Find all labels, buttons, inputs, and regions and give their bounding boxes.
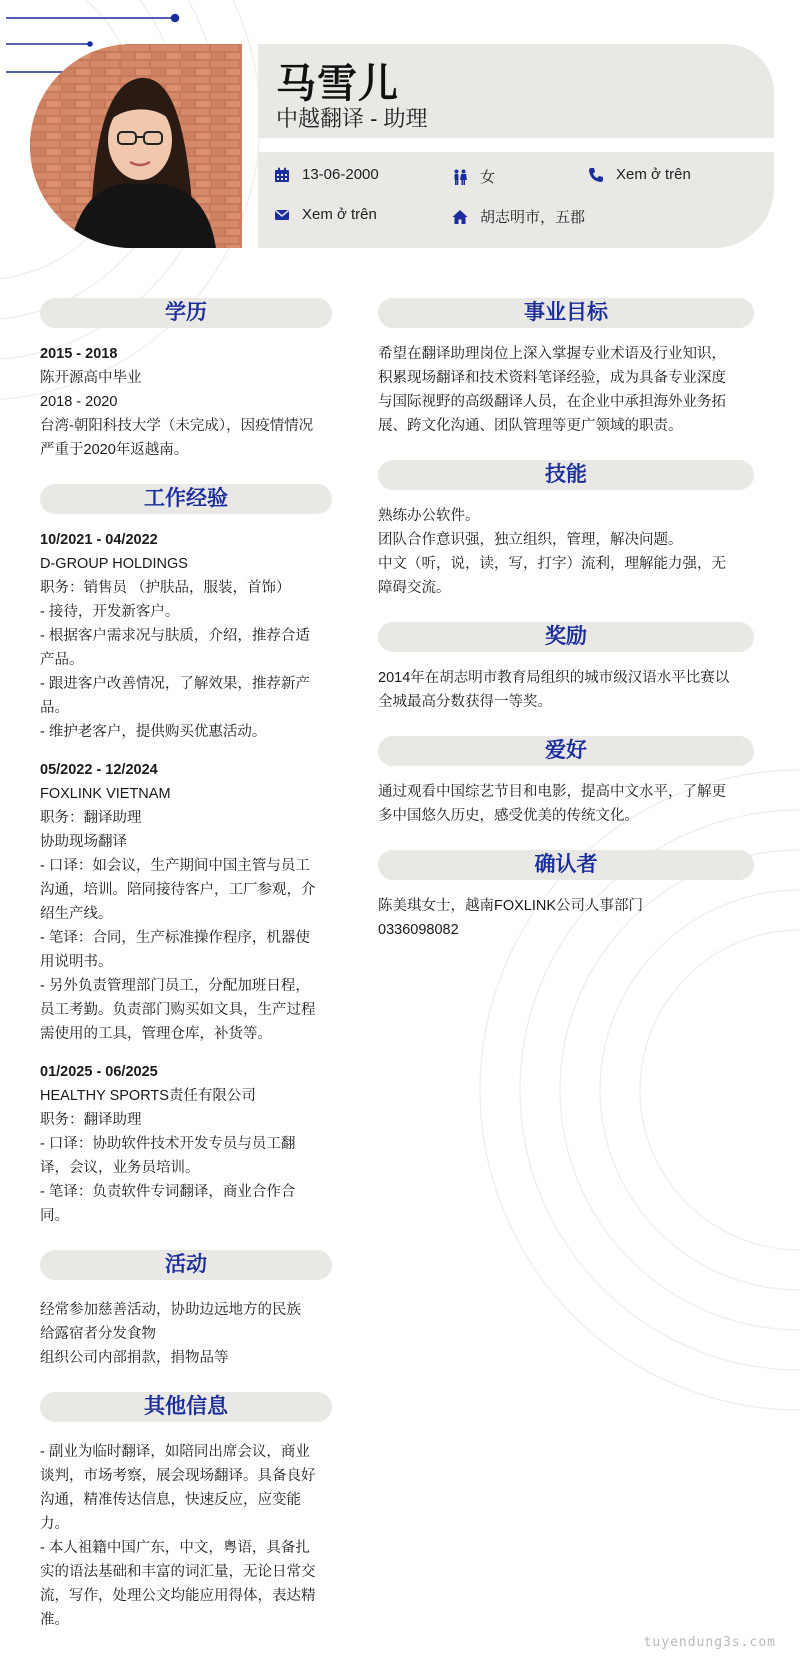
text-line: - 笔译：合同，生产标准操作程序，机器使 xyxy=(40,930,310,946)
text-line: D-GROUP HOLDINGS xyxy=(40,556,188,572)
text-line: 给露宿者分发食物 xyxy=(40,1326,156,1342)
candidate-position: 中越翻译 - 助理 xyxy=(276,106,428,131)
awards-content xyxy=(378,666,754,714)
experience-entry xyxy=(40,528,332,744)
text-line: 多中国悠久历史，感受优美的传统文化。 xyxy=(378,808,639,824)
text-line: 需使用的工具，管理仓库，补货等。 xyxy=(40,1026,272,1042)
candidate-name: 马雪儿 xyxy=(276,62,399,106)
text-line: 同。 xyxy=(40,1208,69,1224)
watermark: tuyendung3s.com xyxy=(643,1635,776,1650)
address-text: 胡志明市，五郡 xyxy=(480,209,586,226)
text-line: HEALTHY SPORTS责任有限公司 xyxy=(40,1088,256,1104)
hobbies-content xyxy=(378,780,754,828)
text-line: 产品。 xyxy=(40,652,84,668)
awards-section xyxy=(378,622,754,714)
text-line: 熟练办公软件。 xyxy=(378,508,480,524)
text-line: 职务：翻译助理 xyxy=(40,810,142,826)
text-line: 译，会议，业务员培训。 xyxy=(40,1160,200,1176)
text-line: 陈美琪女士，越南FOXLINK公司人事部门 xyxy=(378,898,644,914)
section-title-skills: 技能 xyxy=(378,460,754,490)
section-title-education: 学历 xyxy=(40,298,332,328)
section-title-other: 其他信息 xyxy=(40,1392,332,1422)
text-line: 0336098082 xyxy=(378,922,459,938)
skills-content xyxy=(378,504,754,600)
skills-section xyxy=(378,460,754,600)
text-line: 经常参加慈善活动，协助边远地方的民族 xyxy=(40,1302,301,1318)
text-line: 严重于2020年返越南。 xyxy=(40,442,189,458)
text-line: 力。 xyxy=(40,1516,69,1532)
info-email xyxy=(274,206,377,223)
references-content xyxy=(378,894,754,942)
text-line: 职务：翻译助理 xyxy=(40,1112,142,1128)
name-panel xyxy=(258,44,774,138)
text-line: 用说明书。 xyxy=(40,954,113,970)
text-line: 2014年在胡志明市教育局组织的城市级汉语水平比赛以 xyxy=(378,670,730,686)
text-line: 2018 - 2020 xyxy=(40,394,118,410)
text-line: - 另外负责管理部门员工，分配加班日程， xyxy=(40,978,310,994)
section-title-objective: 事业目标 xyxy=(378,298,754,328)
right-column xyxy=(378,298,754,964)
hobbies-section xyxy=(378,736,754,828)
text-line: 流，写作，处理公文均能应用得体，表达精 xyxy=(40,1588,316,1604)
text-line: 与国际视野的高级翻译人员，在企业中承担海外业务拓 xyxy=(378,394,726,410)
other-info-content xyxy=(40,1440,332,1632)
section-title-hobbies: 爱好 xyxy=(378,736,754,766)
text-line: 实的语法基础和丰富的词汇量，无论日常交 xyxy=(40,1564,316,1580)
text-line: - 副业为临时翻译，如陪同出席会议，商业 xyxy=(40,1444,310,1460)
section-title-awards: 奖励 xyxy=(378,622,754,652)
text-line: 协助现场翻译 xyxy=(40,834,127,850)
text-line: 准。 xyxy=(40,1612,69,1628)
phone-text[interactable]: Xem ở trên xyxy=(616,166,691,183)
experience-entry xyxy=(40,1060,332,1228)
text-line: 2015 - 2018 xyxy=(40,346,118,362)
entry-date: 01/2025 - 06/2025 xyxy=(40,1064,158,1080)
text-line: 绍生产线。 xyxy=(40,906,113,922)
text-line: 陈开源高中毕业 xyxy=(40,370,142,386)
text-line: FOXLINK VIETNAM xyxy=(40,786,171,802)
email-text[interactable]: Xem ở trên xyxy=(302,206,377,223)
text-line: 全城最高分数获得一等奖。 xyxy=(378,694,552,710)
text-line: 积累现场翻译和技术资料笔译经验，成为具备专业深度 xyxy=(378,370,726,386)
gender-icon xyxy=(452,169,468,185)
education-content xyxy=(40,342,332,462)
text-line: 谈判，市场考察，展会现场翻译。具备良好 xyxy=(40,1468,316,1484)
info-phone xyxy=(588,166,691,183)
section-title-experience: 工作经验 xyxy=(40,484,332,514)
section-title-activities: 活动 xyxy=(40,1250,332,1280)
profile-photo xyxy=(30,44,242,248)
phone-icon xyxy=(588,167,604,183)
text-line: 品。 xyxy=(40,700,69,716)
text-line: 员工考勤。负责部门购买如文具，生产过程 xyxy=(40,1002,316,1018)
text-line: - 维护老客户，提供购买优惠活动。 xyxy=(40,724,267,740)
text-line: - 本人祖籍中国广东，中文，粤语，具备扎 xyxy=(40,1540,310,1556)
text-line: - 口译：协助软件技术开发专员与员工翻 xyxy=(40,1136,296,1152)
info-gender xyxy=(452,166,495,187)
text-line: 障碍交流。 xyxy=(378,580,451,596)
experience-section xyxy=(40,484,332,1228)
text-line: 希望在翻译助理岗位上深入掌握专业术语及行业知识， xyxy=(378,346,726,362)
text-line: - 根据客户需求况与肤质，介绍，推荐合适 xyxy=(40,628,310,644)
text-line: 团队合作意识强，独立组织，管理，解决问题。 xyxy=(378,532,683,548)
info-address xyxy=(452,206,585,227)
text-line: - 跟进客户改善情况，了解效果，推荐新产 xyxy=(40,676,310,692)
text-line: 中文（听，说，读，写，打字）流利，理解能力强，无 xyxy=(378,556,726,572)
text-line: 沟通，精准传达信息，快速反应，应变能 xyxy=(40,1492,301,1508)
info-birthdate xyxy=(274,166,379,183)
text-line: 展、跨文化沟通、团队管理等更广领域的职责。 xyxy=(378,418,683,434)
birthdate-text: 13-06-2000 xyxy=(302,166,379,183)
education-section xyxy=(40,298,332,462)
home-icon xyxy=(452,209,468,225)
text-line: 组织公司内部捐款，捐物品等 xyxy=(40,1350,229,1366)
objective-section xyxy=(378,298,754,438)
other-info-section xyxy=(40,1392,332,1632)
text-line: 通过观看中国综艺节目和电影，提高中文水平，了解更 xyxy=(378,784,726,800)
experience-entry xyxy=(40,758,332,1046)
objective-content xyxy=(378,342,754,438)
gender-text: 女 xyxy=(480,169,496,186)
section-title-references: 确认者 xyxy=(378,850,754,880)
text-line: - 口译：如会议，生产期间中国主管与员工 xyxy=(40,858,310,874)
activities-content xyxy=(40,1298,332,1370)
activities-section xyxy=(40,1250,332,1370)
contact-info-panel xyxy=(258,152,774,248)
experience-content xyxy=(40,528,332,1228)
calendar-icon xyxy=(274,167,290,183)
entry-date: 05/2022 - 12/2024 xyxy=(40,762,158,778)
left-column xyxy=(40,298,332,1654)
text-line: 沟通，培训。陪同接待客户，工厂参观，介 xyxy=(40,882,316,898)
text-line: 台湾-朝阳科技大学（未完成），因疫情情况 xyxy=(40,418,314,434)
entry-date: 10/2021 - 04/2022 xyxy=(40,532,158,548)
references-section xyxy=(378,850,754,942)
email-icon xyxy=(274,207,290,223)
text-line: 职务：销售员 （护肤品，服装，首饰） xyxy=(40,580,291,596)
text-line: - 接待，开发新客户。 xyxy=(40,604,180,620)
text-line: - 笔译：负责软件专词翻译，商业合作合 xyxy=(40,1184,296,1200)
